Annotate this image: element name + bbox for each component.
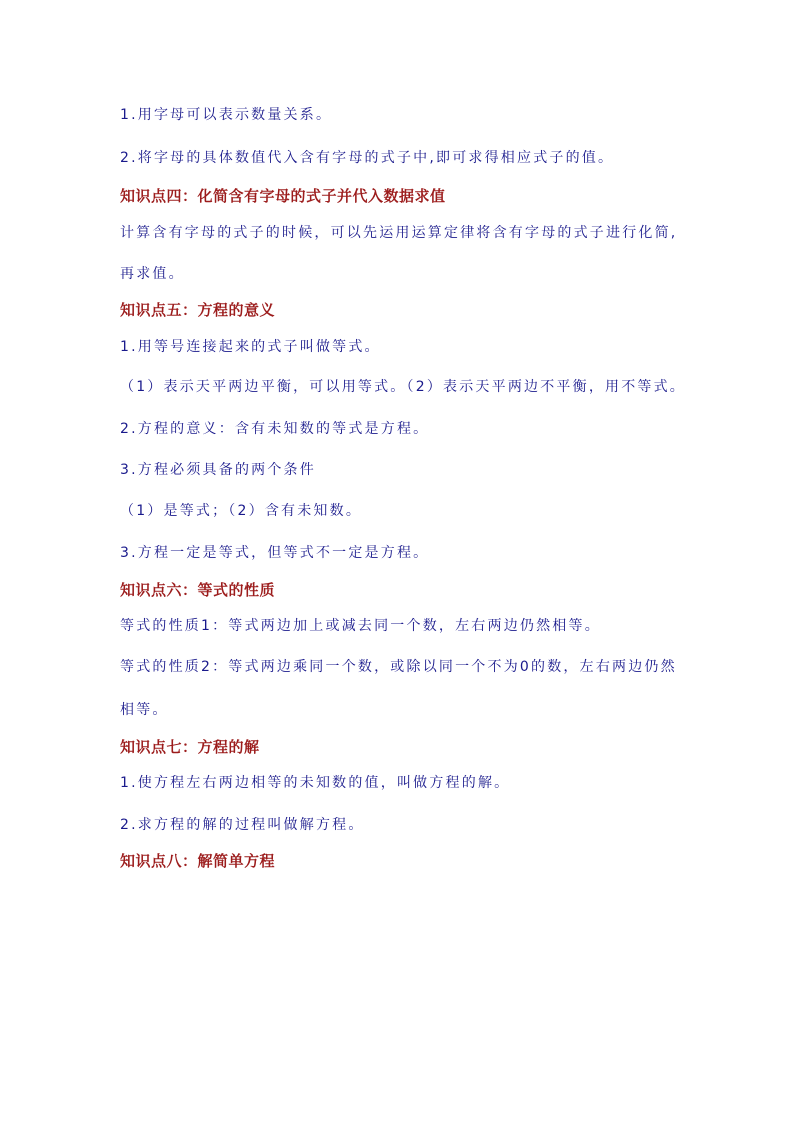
section-heading: 知识点七：方程的解 [120, 738, 260, 756]
text-line: 1.用等号连接起来的式子叫做等式。 [120, 339, 381, 355]
section-heading: 知识点八：解简单方程 [120, 852, 276, 870]
text-line: 2.求方程的解的过程叫做解方程。 [120, 817, 365, 833]
section-heading: 知识点五：方程的意义 [120, 301, 276, 319]
text-line: 相等。 [120, 702, 169, 718]
text-line: 等式的性质2：等式两边乘同一个数，或除以同一个不为0的数，左右两边仍然 [120, 659, 677, 675]
text-line: 3.方程一定是等式，但等式不一定是方程。 [120, 545, 430, 561]
text-line: 1.用字母可以表示数量关系。 [120, 107, 333, 123]
text-line: 3.方程必须具备的两个条件 [120, 462, 316, 478]
section-heading: 知识点六：等式的性质 [120, 581, 276, 599]
text-line: 计算含有字母的式子的时候，可以先运用运算定律将含有字母的式子进行化简, [120, 225, 678, 241]
text-line: 2.方程的意义：含有未知数的等式是方程。 [120, 421, 430, 437]
section-heading: 知识点四：化简含有字母的式子并代入数据求值 [120, 187, 446, 205]
text-line: 2.将字母的具体数值代入含有字母的式子中,即可求得相应式子的值。 [120, 150, 615, 166]
text-line: 再求值。 [120, 266, 185, 282]
text-line: 等式的性质1：等式两边加上或减去同一个数，左右两边仍然相等。 [120, 618, 601, 634]
text-line: （1）是等式；（2）含有未知数。 [120, 503, 363, 519]
text-line: 1.使方程左右两边相等的未知数的值，叫做方程的解。 [120, 775, 511, 791]
text-line: （1）表示天平两边平衡，可以用等式。（2）表示天平两边不平衡，用不等式。 [120, 379, 687, 395]
